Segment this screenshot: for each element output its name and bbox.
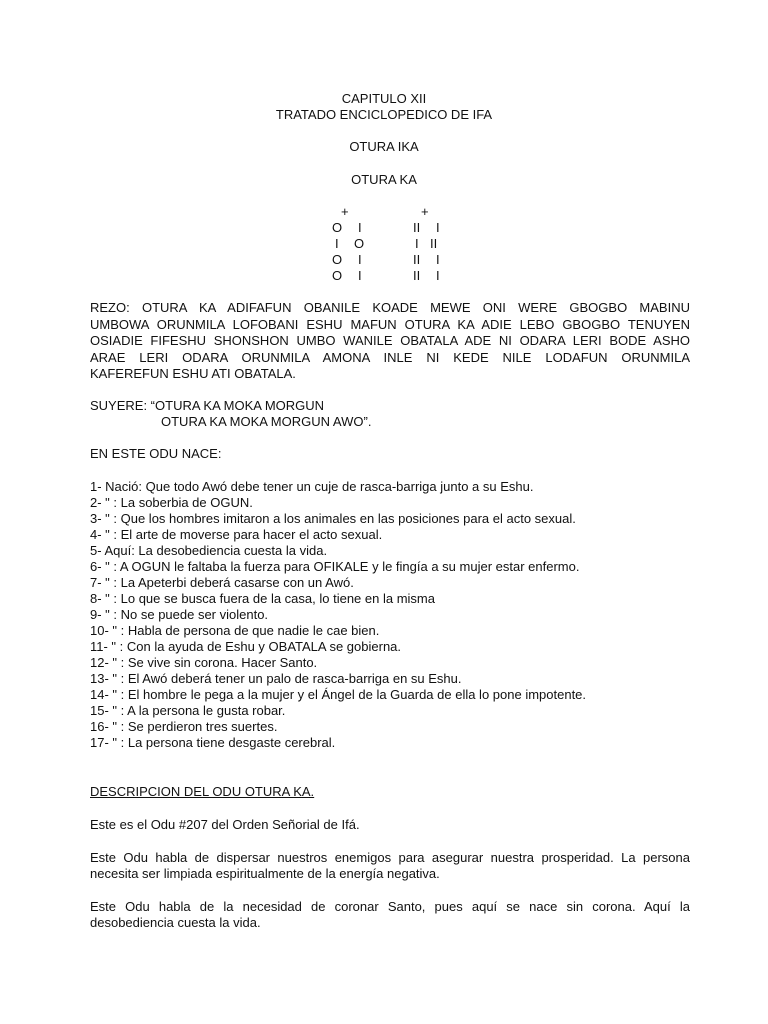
chapter-heading: CAPITULO XII xyxy=(341,91,427,106)
paragraph-3-line-2: desobediencia cuesta la vida. xyxy=(90,915,261,930)
signature-mark: I xyxy=(436,220,440,235)
nace-item: 16- " : Se perdieron tres suertes. xyxy=(90,719,278,734)
nace-item: 7- " : La Apeterbi deberá casarse con un Awó. xyxy=(90,575,354,590)
nace-item: 15- " : A la persona le gusta robar. xyxy=(90,703,286,718)
signature-mark: II xyxy=(413,252,421,267)
nace-item: 4- " : El arte de moverse para hacer el acto sexual. xyxy=(90,527,383,542)
nace-item: 13- " : El Awó deberá tener un palo de rasca-barriga en su Eshu. xyxy=(90,671,462,686)
nace-item: 12- " : Se vive sin corona. Hacer Santo. xyxy=(90,655,318,670)
signature-mark: I xyxy=(358,220,362,235)
nace-item: 5- Aquí: La desobediencia cuesta la vida. xyxy=(90,543,328,558)
paragraph-2-line-2: necesita ser limpiada espiritualmente de la energía negativa. xyxy=(90,866,440,881)
signature-mark: I xyxy=(436,268,440,283)
nace-item: 17- " : La persona tiene desgaste cerebral. xyxy=(90,735,336,750)
paragraph-2-line-1: Este Odu habla de dispersar nuestros enemigos para asegurar nuestra prosperidad. La persona xyxy=(90,850,690,865)
signature-mark: I xyxy=(415,236,419,251)
paragraph-3-line-1: Este Odu habla de la necesidad de coronar Santo, pues aquí se nace sin corona. Aquí la xyxy=(90,899,690,914)
signature-mark: II xyxy=(413,268,421,283)
suyere-line-2: OTURA KA MOKA MORGUN AWO”. xyxy=(161,414,372,429)
signature-mark: O xyxy=(332,220,343,235)
nace-item: 8- " : Lo que se busca fuera de la casa, lo tiene en la misma xyxy=(90,591,435,606)
signature-mark: II xyxy=(430,236,438,251)
signature-mark: I xyxy=(436,252,440,267)
treatise-heading: TRATADO ENCICLOPEDICO DE IFA xyxy=(275,107,493,122)
odu-name-heading: OTURA IKA xyxy=(349,139,419,154)
nace-item: 11- " : Con la ayuda de Eshu y OBATALA se gobierna. xyxy=(90,639,402,654)
nace-item: 9- " : No se puede ser violento. xyxy=(90,607,269,622)
signature-mark: O xyxy=(332,252,343,267)
signature-mark: I xyxy=(358,268,362,283)
signature-mark: O xyxy=(332,268,343,283)
signature-mark: I xyxy=(335,236,339,251)
odu-alt-heading: OTURA KA xyxy=(351,172,417,187)
signature-mark: II xyxy=(413,220,421,235)
signature-mark: O xyxy=(354,236,365,251)
signature-left-plus: + xyxy=(341,204,349,219)
nace-item: 1- Nació: Que todo Awó debe tener un cuje de rasca-barriga junto a su Eshu. xyxy=(90,479,534,494)
nace-item: 14- " : El hombre le pega a la mujer y el Ángel de la Guarda de ella lo pone impotente. xyxy=(90,687,587,702)
nace-item: 3- " : Que los hombres imitaron a los animales en las posiciones para el acto sexual. xyxy=(90,511,576,526)
nace-item: 10- " : Habla de persona de que nadie le cae bien. xyxy=(90,623,380,638)
nace-item: 2- " : La soberbia de OGUN. xyxy=(90,495,253,510)
suyere-line-1: SUYERE: “OTURA KA MOKA MORGUN xyxy=(90,398,325,413)
rezo-line: OSIADIE FIFESHU SHONSHON UMBO WANILE OBATALA ADE NI ODARA LERI BODE ASHO xyxy=(90,333,690,348)
descripcion-title: DESCRIPCION DEL ODU OTURA KA. xyxy=(90,784,315,799)
signature-mark: I xyxy=(358,252,362,267)
rezo-line: UMBOWA ORUNMILA LOFOBANI ESHU MAFUN OTURA KA ADIE LEBO GBOGBO TENUYEN xyxy=(90,317,690,332)
nace-title: EN ESTE ODU NACE: xyxy=(90,446,222,461)
rezo-line: REZO: OTURA KA ADIFAFUN OBANILE KOADE MEWE ONI WERE GBOGBO MABINU xyxy=(90,300,690,315)
rezo-line: KAFEREFUN ESHU ATI OBATALA. xyxy=(90,366,296,381)
nace-item: 6- " : A OGUN le faltaba la fuerza para OFIKALE y le fingía a su mujer estar enfermo. xyxy=(90,559,580,574)
paragraph-1: Este es el Odu #207 del Orden Señorial de Ifá. xyxy=(90,817,360,832)
signature-right-plus: + xyxy=(421,204,429,219)
rezo-line: ARAE LERI ODARA ORUNMILA AMONA INLE NI KEDE NILE LODAFUN ORUNMILA xyxy=(90,350,690,365)
